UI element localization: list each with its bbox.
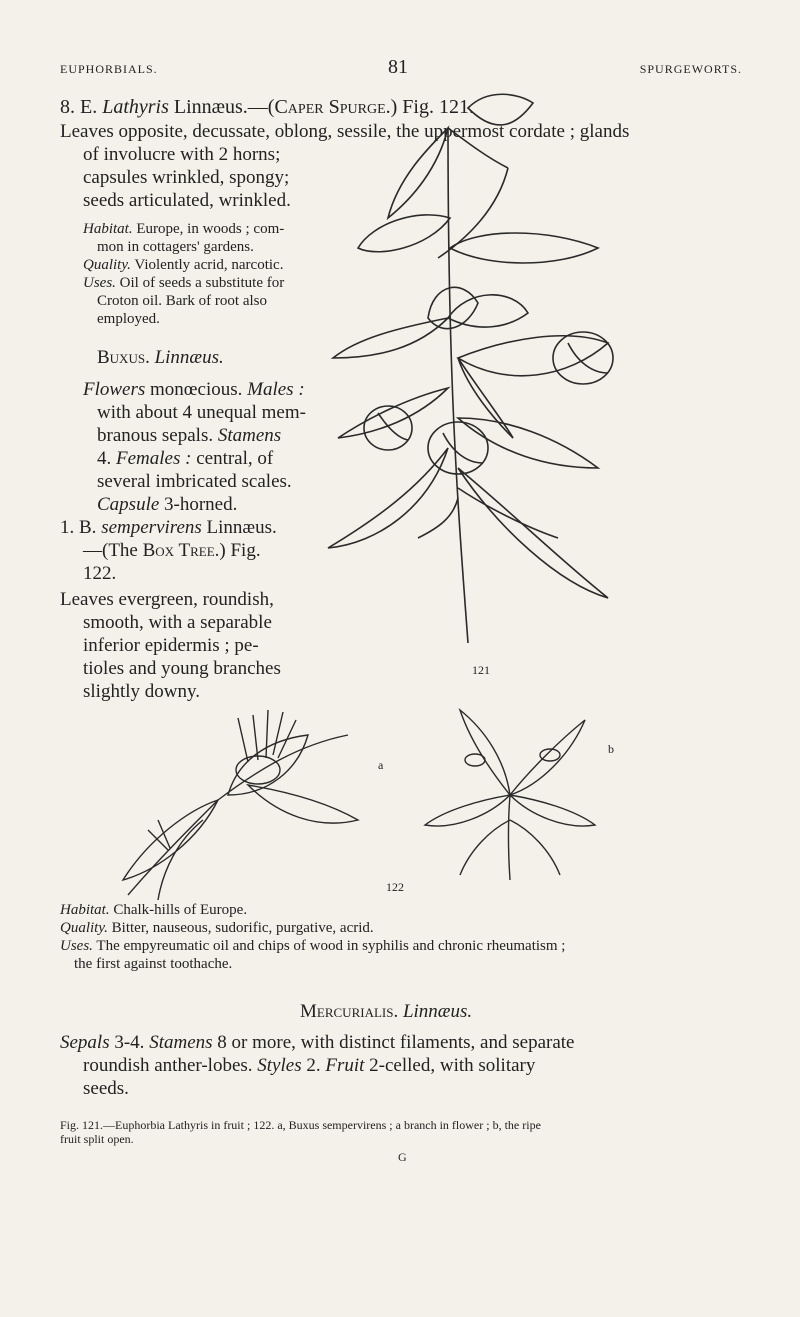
mercurialis-line-2: roundish anther-lobes. Styles 2. Fruit 2-celled, with solitary bbox=[83, 1055, 536, 1076]
buxus-leaves-5: slightly downy. bbox=[83, 681, 200, 702]
buxus-males-1: with about 4 unequal mem- bbox=[97, 402, 306, 423]
lathyris-uses-3: employed. bbox=[97, 311, 160, 327]
fig-122b-label: b bbox=[608, 742, 614, 756]
mercurialis-title: Mercurialis. Linnæus. bbox=[300, 1001, 473, 1022]
fig-121-label: 121 bbox=[472, 663, 490, 677]
buxus-fig-num: 122. bbox=[83, 563, 117, 584]
leaf-icon bbox=[388, 128, 448, 218]
lathyris-habitat: Habitat. Europe, in woods ; com- bbox=[83, 221, 285, 237]
lathyris-desc-3: capsules wrinkled, spongy; bbox=[83, 167, 290, 188]
buxus-stamens: 4. Females : central, of bbox=[97, 448, 274, 469]
footnote-line-2: fruit split open. bbox=[60, 1132, 134, 1146]
buxus-habitat: Habitat. Chalk-hills of Europe. bbox=[60, 902, 248, 918]
buxus-flowers: Flowers monœcious. Males : bbox=[83, 379, 305, 400]
fig-122a-label: a bbox=[378, 758, 384, 772]
buxus-common-name: —(The Box Tree.) Fig. bbox=[83, 540, 261, 561]
page-number: 81 bbox=[388, 56, 408, 78]
fig-122b-illustration bbox=[420, 700, 600, 890]
lathyris-quality: Quality. Violently acrid, narcotic. bbox=[83, 257, 284, 273]
buxus-capsule: Capsule 3-horned. bbox=[97, 494, 238, 515]
lathyris-habitat-2: mon in cottagers' gardens. bbox=[97, 239, 254, 255]
signature-mark: G bbox=[398, 1150, 407, 1164]
buxus-uses: Uses. The empyreumatic oil and chips of wood in syphilis and chronic rheumatism ; bbox=[60, 938, 566, 954]
running-header-left: EUPHORBIALS. bbox=[60, 62, 158, 76]
fig-121-illustration bbox=[318, 88, 638, 648]
buxus-species: 1. B. sempervirens Linnæus. bbox=[60, 517, 277, 538]
buxus-females-2: several imbricated scales. bbox=[97, 471, 292, 492]
mercurialis-line-1: Sepals 3-4. Stamens 8 or more, with distinct filaments, and separate bbox=[60, 1032, 575, 1053]
lathyris-uses: Uses. Oil of seeds a substitute for bbox=[83, 275, 285, 291]
buxus-title: Buxus. Linnæus. bbox=[97, 347, 224, 368]
lathyris-uses-2: Croton oil. Bark of root also bbox=[97, 293, 267, 309]
footnote-line-1: Fig. 121.—Euphorbia Lathyris in fruit ; 122. a, Buxus sempervirens ; a branch in flower ; b, the ripe bbox=[60, 1118, 541, 1132]
buxus-leaves-3: inferior epidermis ; pe- bbox=[83, 635, 259, 656]
mercurialis-line-3: seeds. bbox=[83, 1078, 129, 1099]
stem-icon bbox=[448, 128, 468, 643]
buxus-quality: Quality. Bitter, nauseous, sudorific, purgative, acrid. bbox=[60, 920, 374, 936]
buxus-males-2: branous sepals. Stamens bbox=[97, 425, 282, 446]
buxus-uses-2: the first against toothache. bbox=[74, 956, 233, 972]
lathyris-desc-1: Leaves opposite, decussate, oblong, sessile, the uppermost cordate ; glands bbox=[60, 121, 630, 142]
running-header-right: SPURGEWORTS. bbox=[639, 62, 742, 76]
buxus-leaves-4: tioles and young branches bbox=[83, 658, 281, 679]
lathyris-desc-4: seeds articulated, wrinkled. bbox=[83, 190, 291, 211]
fig-122-label: 122 bbox=[386, 880, 404, 894]
buxus-leaves-1: Leaves evergreen, roundish, bbox=[60, 589, 274, 610]
fig-122a-illustration bbox=[108, 700, 368, 900]
lathyris-desc-2: of involucre with 2 horns; bbox=[83, 144, 281, 165]
buxus-leaves-2: smooth, with a separable bbox=[83, 612, 272, 633]
lathyris-title: 8. E. Lathyris Linnæus.—(Caper Spurge.) Fig. 121. bbox=[60, 96, 474, 118]
